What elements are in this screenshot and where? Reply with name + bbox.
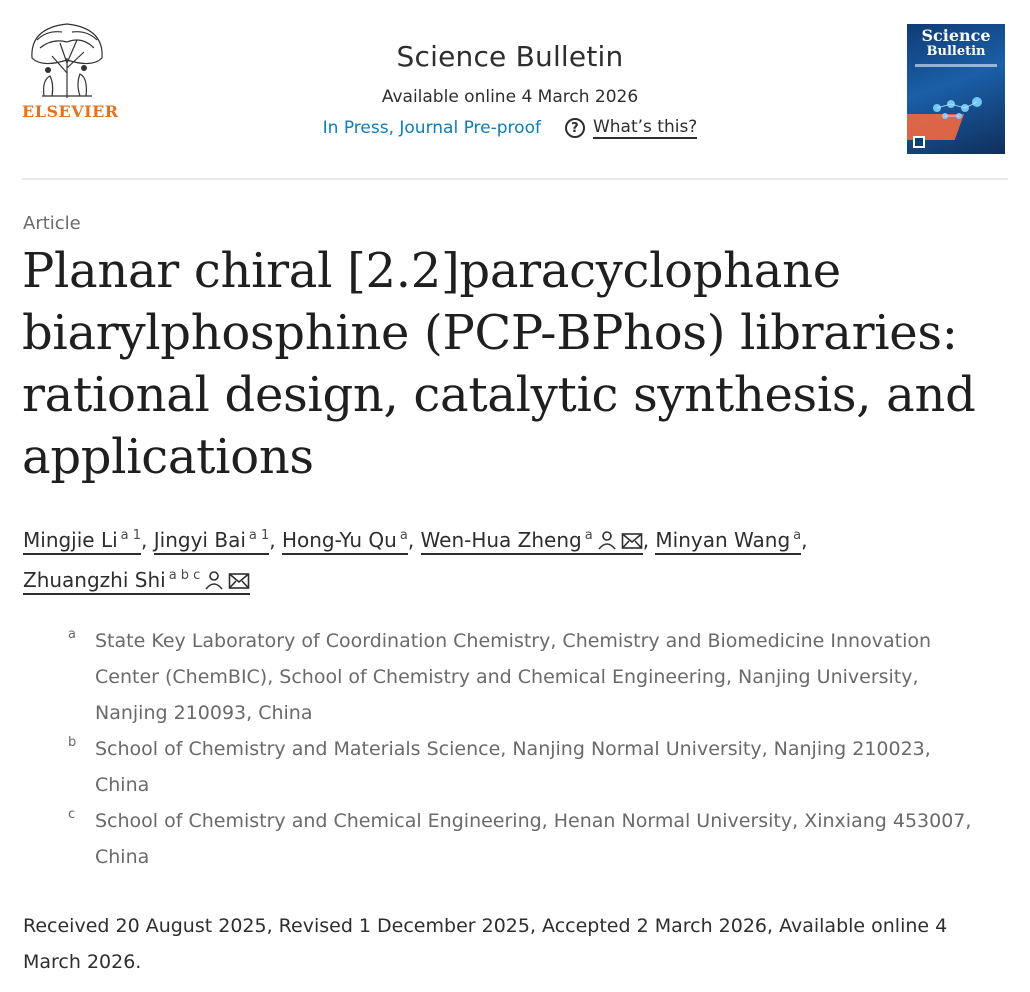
available-online-date: Available online 4 March 2026 [381, 87, 639, 107]
cover-rule [915, 64, 997, 67]
affiliation-text: School of Chemistry and Chemical Engineering, Henan Normal University, Xinxiang 453007, China [95, 810, 972, 868]
journal-header [0, 0, 1030, 180]
journal-name[interactable]: Science Bulletin [396, 40, 624, 73]
author-link[interactable]: Jingyi Bai $^{a 1}$ [154, 528, 269, 555]
whats-this-label: What’s this? [592, 117, 698, 137]
cover-title: Science Bulletin [921, 26, 991, 59]
cover-artwork-icon [907, 84, 1005, 154]
article-title: Planar chiral [2.2]paracyclophane biarylphosphine (PCP-BPhos) libraries: rational design, catalytic synthesis, and applications [22, 243, 976, 485]
author-link[interactable]: Hong-Yu Qu $^a$ [282, 528, 408, 555]
affiliation-mark: b [68, 735, 77, 750]
affiliation-mark: c [68, 807, 76, 822]
affiliation-mark: a [68, 627, 76, 642]
journal-info [260, 40, 760, 139]
affiliation-item [68, 731, 988, 803]
author-link[interactable]: Wen-Hua Zheng $^a$ [421, 528, 643, 555]
author-list: Mingjie Li $^{a 1}$, Jingyi Bai $^{a 1}$, Hong-Yu Qu $^a$, Wen-Hua Zheng $^a$ , Minyan Wang $^a$, Zhuangzhi Shi $^{a b c}$ [23, 518, 983, 598]
affiliation-item [68, 623, 988, 731]
tree-icon [22, 18, 112, 100]
person-icon [204, 570, 224, 590]
mail-icon [228, 572, 250, 590]
author-link[interactable]: Minyan Wang $^a$ [655, 528, 801, 555]
elsevier-wordmark: ELSEVIER [22, 102, 119, 121]
question-icon: ? [565, 118, 585, 138]
affiliation-item [68, 803, 988, 875]
affiliation-list [68, 623, 988, 875]
whats-this-link[interactable] [565, 117, 697, 139]
affiliation-text: State Key Laboratory of Coordination Chemistry, Chemistry and Biomedicine Innovation Center (ChemBIC), School of Chemistry and Chemical Engineering, Nanjing University, Nanjing 210093, China [95, 630, 932, 724]
author-link[interactable]: Mingjie Li $^{a 1}$ [23, 528, 141, 555]
in-press-link[interactable]: In Press, Journal Pre-proof [322, 118, 541, 138]
article-type: Article [23, 213, 81, 234]
affiliation-text: School of Chemistry and Materials Science, Nanjing Normal University, Nanjing 210023, China [95, 738, 931, 796]
person-icon [597, 530, 617, 550]
article-history-dates: Received 20 August 2025, Revised 1 December 2025, Accepted 2 March 2026, Available online 4 March 2026. [23, 915, 948, 973]
mail-icon [621, 532, 643, 550]
author-link[interactable]: Zhuangzhi Shi $^{a b c}$ [23, 568, 250, 595]
journal-cover-thumbnail[interactable] [907, 24, 1005, 154]
elsevier-logo[interactable] [22, 18, 119, 122]
header-divider [22, 178, 1008, 180]
status-row [260, 117, 760, 139]
